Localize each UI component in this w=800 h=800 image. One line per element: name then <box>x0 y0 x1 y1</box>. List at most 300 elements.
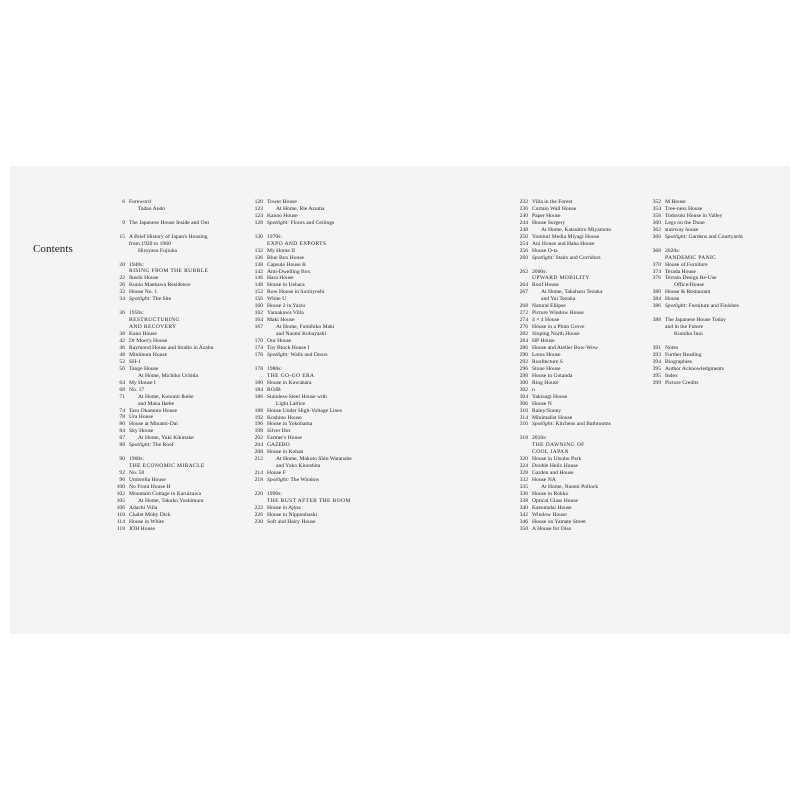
page-number: 358 <box>652 212 661 219</box>
page-number: 354 <box>652 205 661 212</box>
entry-title: Minimalist House <box>532 414 573 421</box>
page-number: 64 <box>119 379 125 386</box>
page-number: 56 <box>119 365 125 372</box>
toc-entry <box>112 220 262 227</box>
spotlight-label: Spotlight: <box>665 233 688 240</box>
toc-entry <box>250 408 400 415</box>
toc-entry <box>112 387 262 394</box>
page-number: 36 <box>119 310 125 317</box>
page-number: 114 <box>116 518 125 525</box>
entry-title: House in a Plum Grove <box>532 324 585 331</box>
entry-title: Sky House <box>129 428 154 435</box>
toc-entry <box>112 248 262 255</box>
toc-entry <box>112 526 262 533</box>
entry-title: House in Utsubo Park <box>532 456 582 463</box>
toc-entry <box>112 199 262 206</box>
page-number: 80 <box>119 421 125 428</box>
page-number: 46 <box>119 344 125 351</box>
toc-entry <box>515 269 665 276</box>
contents-heading: Contents <box>33 243 73 255</box>
page-number: 146 <box>254 275 263 282</box>
toc-entry <box>515 234 665 241</box>
toc-entry <box>250 401 400 408</box>
page-number: 124 <box>254 212 263 219</box>
page-number: 15 <box>119 233 125 240</box>
page-number: 370 <box>652 261 661 268</box>
toc-entry <box>648 317 798 324</box>
spotlight-topic: The Site <box>151 296 172 303</box>
entry-title: No. 58 <box>129 470 145 477</box>
toc-entry <box>515 213 665 220</box>
page-number: 132 <box>254 247 263 254</box>
entry-title: Office/House <box>674 282 705 289</box>
page-number: 286 <box>519 345 528 351</box>
entry-title: Foreword <box>129 199 151 205</box>
entry-title: 2020s: <box>665 247 680 254</box>
toc-entry <box>112 241 262 248</box>
entry-title: THE GO-GO ERA <box>267 372 315 379</box>
entry-spacer <box>648 310 798 317</box>
page-number: 267 <box>519 289 528 296</box>
spotlight-label: Spotlight: <box>267 219 290 226</box>
page-number: 162 <box>254 310 263 317</box>
entry-title: House in Rokko <box>532 491 569 497</box>
entry-title: Tange House <box>129 365 159 372</box>
page-number: 123 <box>254 205 263 212</box>
entry-spacer <box>648 241 798 248</box>
page-number: 328 <box>519 470 528 477</box>
entry-title: At Home, Michiko Uchida <box>138 372 198 379</box>
toc-entry <box>112 519 262 526</box>
page-number: 296 <box>519 365 528 372</box>
entry-title: 1990s: <box>267 490 282 497</box>
toc-column-4 <box>648 199 798 387</box>
entry-title: 1960s: <box>129 456 144 463</box>
toc-entry <box>250 262 400 269</box>
toc-entry <box>515 199 665 206</box>
entry-title: n <box>532 386 535 393</box>
page-number: 170 <box>254 338 263 345</box>
entry-title: M House <box>665 199 686 205</box>
page-number: 306 <box>519 400 528 407</box>
entry-title: JOH House <box>129 525 155 532</box>
entry-title: At Home, Rie Azuma <box>276 205 325 212</box>
entry-title: and Yoko Kinoshita <box>276 463 321 470</box>
page-number: 202 <box>254 435 263 442</box>
entry-title: Kanno House <box>267 212 298 219</box>
entry-title: Umbrella House <box>129 477 166 484</box>
entry-title: Stone House <box>532 365 561 372</box>
toc-entry <box>112 373 262 380</box>
entry-title: House in Yokohama <box>267 421 313 428</box>
entry-title: A House for Oiso <box>532 525 572 532</box>
toc-entry <box>515 505 665 512</box>
entry-title: At Home, Makoto Shin Watanabe <box>276 456 352 463</box>
toc-entry <box>515 498 665 505</box>
page-number: 346 <box>519 518 528 525</box>
toc-entry <box>112 380 262 387</box>
page-number: 52 <box>119 358 125 365</box>
entry-title: from 1920 to 1960 <box>129 240 171 247</box>
entry-title: Picture Credits <box>665 379 699 386</box>
page-number: 264 <box>519 282 528 289</box>
spotlight-label: Spotlight: <box>129 442 152 449</box>
entry-title: At Home, Fumihiko Maki <box>276 324 335 331</box>
entry-title: SH-1 <box>129 358 141 365</box>
toc-entry <box>515 352 665 359</box>
spotlight-label: Spotlight: <box>267 351 290 358</box>
toc-entry <box>250 289 400 296</box>
page-number: 368 <box>652 247 661 254</box>
page-number: 110 <box>116 511 125 518</box>
toc-entry <box>250 387 400 394</box>
entry-title: 1980s: <box>267 365 282 372</box>
entry-title: Window House <box>532 511 567 518</box>
entry-title: House O-ta <box>532 247 558 254</box>
page-number: 152 <box>254 289 263 296</box>
page-number: 68 <box>119 386 125 393</box>
section-heading <box>112 317 262 324</box>
entry-title: Roof House <box>532 282 559 289</box>
toc-entry <box>250 296 400 303</box>
entry-title: House at Minami-Dai <box>129 421 178 428</box>
spotlight-topic: The Window <box>289 477 320 484</box>
page-number: 386 <box>652 303 661 310</box>
entry-title: Adachi Villa <box>129 504 158 511</box>
entry-title: Kano House <box>129 331 157 338</box>
entry-spacer <box>112 227 262 234</box>
toc-entry <box>112 428 262 435</box>
entry-title: Todoroki House in Valley <box>665 212 723 219</box>
page-number: 310 <box>519 407 528 414</box>
entry-title: Our House <box>267 338 292 345</box>
toc-entry <box>112 345 262 352</box>
page-number: 156 <box>254 296 263 303</box>
toc-entry <box>515 289 665 296</box>
toc-entry <box>515 366 665 373</box>
entry-title: and Naomi Kobayashi <box>276 331 327 338</box>
toc-entry <box>648 366 798 373</box>
page-number: 26 <box>119 282 125 289</box>
page-number: 100 <box>116 484 125 490</box>
page-number: 136 <box>254 254 263 261</box>
spotlight-topic: Stairs and Corridors <box>554 254 601 261</box>
toc-entry <box>648 227 798 234</box>
page-number: 184 <box>254 386 263 393</box>
entry-title: Author Acknowledgments <box>665 365 724 372</box>
page-number: 214 <box>254 470 263 477</box>
toc-entry <box>112 262 262 269</box>
toc-entry <box>515 463 665 470</box>
toc-entry <box>515 345 665 352</box>
toc-entry <box>112 331 262 338</box>
section-heading <box>515 449 665 456</box>
page-number: 220 <box>254 490 263 497</box>
entry-spacer <box>112 213 262 220</box>
entry-title: AND RECOVERY <box>129 324 177 331</box>
page-number: 148 <box>254 282 263 289</box>
toc-entry <box>515 380 665 387</box>
entry-title: Ani House and Haha House <box>532 240 595 247</box>
toc-entry <box>250 248 400 255</box>
page-number: 142 <box>254 268 263 275</box>
section-heading <box>648 255 798 262</box>
entry-title: Katsutadai House <box>532 504 572 511</box>
entry-title: GAZEBO <box>267 442 290 449</box>
spotlight-entry <box>112 296 262 303</box>
page-number: 48 <box>119 351 125 358</box>
toc-entry <box>250 394 400 401</box>
spotlight-topic: Floors and Ceilings <box>289 219 335 226</box>
page-number: 394 <box>652 358 661 365</box>
entry-title: House of Furniture <box>665 261 708 268</box>
page-number: 335 <box>519 484 528 491</box>
toc-entry <box>250 282 400 289</box>
page-number: 336 <box>519 491 528 497</box>
entry-title: Terada House <box>665 268 696 275</box>
entry-title: HP House <box>532 338 555 345</box>
toc-entry <box>250 338 400 345</box>
toc-entry <box>250 428 400 435</box>
entry-title: Tree-ness House <box>665 205 703 212</box>
page-number: 232 <box>519 199 528 205</box>
entry-spacer <box>250 484 400 491</box>
section-heading <box>112 463 262 470</box>
toc-entry <box>250 345 400 352</box>
page-number: 324 <box>519 463 528 470</box>
entry-title: Ura House <box>129 414 154 421</box>
entry-title: Picture Window House <box>532 310 584 317</box>
toc-entry <box>112 401 262 408</box>
section-heading <box>250 498 400 505</box>
toc-entry <box>648 269 798 276</box>
entry-title: Tower House <box>267 199 297 205</box>
page-number: 316 <box>519 421 528 428</box>
entry-title: Farmer's House <box>267 435 303 442</box>
entry-title: At Home, Katsuhiro Miyamoto <box>541 226 612 233</box>
entry-title: Rooftecture S <box>532 358 563 365</box>
entry-title: Taro Okamoto House <box>129 407 178 414</box>
page-number: 188 <box>254 407 263 414</box>
entry-title: THE BUST AFTER THE BOOM <box>267 497 351 504</box>
toc-entry <box>250 234 400 241</box>
toc-entry <box>515 206 665 213</box>
page-number: 22 <box>119 275 125 282</box>
toc-entry <box>515 484 665 491</box>
page-number: 174 <box>254 345 263 351</box>
page-number: 332 <box>519 477 528 484</box>
toc-entry <box>250 206 400 213</box>
toc-entry <box>112 394 262 401</box>
toc-entry <box>250 324 400 331</box>
toc-entry <box>515 526 665 533</box>
toc-entry <box>515 519 665 526</box>
page-number: 90 <box>119 456 125 463</box>
page-number: 204 <box>254 442 263 449</box>
entry-title: UPWARD MOBILITY <box>532 275 590 282</box>
page-number: 254 <box>519 240 528 247</box>
entry-title: Garden and House <box>532 470 574 477</box>
entry-title: Silver Hut <box>267 428 291 435</box>
page-number: 240 <box>519 212 528 219</box>
entry-title: Chalet Moby Dick <box>129 511 171 518</box>
toc-entry <box>250 505 400 512</box>
toc-entry <box>112 414 262 421</box>
toc-entry <box>515 435 665 442</box>
toc-entry <box>250 213 400 220</box>
page-number: 236 <box>519 205 528 212</box>
entry-title: House Surgery <box>532 219 566 226</box>
toc-entry <box>250 310 400 317</box>
toc-entry <box>250 331 400 338</box>
page-number: 212 <box>254 456 263 463</box>
toc-entry <box>515 401 665 408</box>
entry-title: Kunio Maekawa Residence <box>129 282 191 289</box>
page-number: 260 <box>519 254 528 261</box>
entry-spacer <box>112 255 262 262</box>
entry-title: House 2 in Yaizu <box>267 303 306 310</box>
toc-entry <box>112 310 262 317</box>
entry-title: and Mana Ikebe <box>138 400 175 407</box>
page-number: 342 <box>519 511 528 518</box>
entry-title: Row House in Sumiyoshi <box>267 289 325 296</box>
page-number: 84 <box>119 428 125 435</box>
entry-title: Paper House <box>532 212 561 219</box>
page-number: 78 <box>119 414 125 421</box>
entry-title: Natural Ellipse <box>532 303 566 310</box>
page-number: 352 <box>652 199 661 205</box>
page-number: 138 <box>254 261 263 268</box>
toc-column-1 <box>112 199 262 533</box>
entry-title: Minimum House <box>129 351 168 358</box>
entry-title: Capsule House K <box>267 261 307 268</box>
toc-entry <box>648 289 798 296</box>
toc-entry <box>250 421 400 428</box>
page-number: 120 <box>254 199 263 205</box>
toc-entry <box>648 345 798 352</box>
entry-title: At Home, Takuko Yoshimura <box>138 497 204 504</box>
page-number: 178 <box>254 365 263 372</box>
entry-title: House NA <box>532 477 556 484</box>
page-number: 366 <box>652 233 661 240</box>
page-number: 118 <box>116 525 125 532</box>
entry-title: Curtain Wall House <box>532 205 577 212</box>
toc-entry <box>515 408 665 415</box>
entry-title: THE ECONOMIC MIRACLE <box>129 463 205 470</box>
toc-entry <box>112 408 262 415</box>
page-number: 6 <box>122 199 125 205</box>
toc-entry <box>515 296 665 303</box>
entry-title: House in Gotanda <box>532 372 573 379</box>
page-number: 32 <box>119 289 125 296</box>
entry-title: Hara House <box>267 275 294 282</box>
page-number: 186 <box>254 393 263 400</box>
page-number: 272 <box>519 310 528 317</box>
entry-title: At Home, Takaharu Tezuka <box>541 289 603 296</box>
toc-entry <box>515 477 665 484</box>
page-number: 176 <box>254 351 263 358</box>
toc-entry <box>515 227 665 234</box>
toc-entry <box>648 262 798 269</box>
toc-entry <box>250 463 400 470</box>
page-number: 256 <box>519 247 528 254</box>
entry-title: Tadao Ando <box>138 205 166 212</box>
toc-entry <box>515 220 665 227</box>
toc-entry <box>250 380 400 387</box>
page-number: 164 <box>254 317 263 324</box>
toc-entry <box>648 213 798 220</box>
toc-entry <box>112 505 262 512</box>
page-number: 160 <box>254 303 263 310</box>
spotlight-topic: The Roof <box>151 442 174 449</box>
page-number: 395 <box>652 365 661 372</box>
entry-title: The Japanese House Inside and Out <box>129 219 209 226</box>
page-number: 106 <box>116 504 125 511</box>
entry-title: House in Uehara <box>267 282 305 289</box>
page-number: 208 <box>254 449 263 456</box>
entry-title: COOL JAPAN <box>532 449 569 456</box>
page-number: 9 <box>122 219 125 226</box>
spotlight-label: Spotlight: <box>532 254 555 261</box>
spotlight-label: Spotlight: <box>665 303 688 310</box>
toc-entry <box>515 512 665 519</box>
entry-title: 1950s: <box>129 310 144 317</box>
toc-entry <box>250 275 400 282</box>
toc-entry <box>250 512 400 519</box>
entry-title: Koshino House <box>267 414 302 421</box>
toc-entry <box>648 248 798 255</box>
page-number: 340 <box>519 504 528 511</box>
toc-entry <box>648 220 798 227</box>
toc-entry <box>515 491 665 498</box>
entry-title: Further Reading <box>665 351 702 358</box>
spotlight-entry <box>250 352 400 359</box>
entry-title: Mountain Cottage in Karuizawa <box>129 490 201 497</box>
page-number: 362 <box>652 226 661 233</box>
entry-spacer <box>250 227 400 234</box>
entry-title: 1940s: <box>129 261 144 268</box>
entry-title: House F <box>267 470 286 477</box>
entry-title: Yomiuri Media Miyagi House <box>532 233 600 240</box>
entry-title: House in Kuwahara <box>267 379 312 386</box>
entry-title: Rainy/Sunny <box>532 407 562 414</box>
toc-entry <box>515 248 665 255</box>
toc-entry <box>250 519 400 526</box>
toc-entry <box>515 394 665 401</box>
spotlight-entry <box>112 442 262 449</box>
page-number: 314 <box>519 414 528 421</box>
toc-entry <box>250 491 400 498</box>
toc-entry <box>648 373 798 380</box>
page-number: 393 <box>652 351 661 358</box>
entry-title: At Home, Yuki Kikutake <box>138 435 194 442</box>
entry-title: Legs on the Dune <box>665 219 705 226</box>
page-number: 360 <box>652 219 661 226</box>
toc-entry <box>648 199 798 206</box>
entry-title: At Home, Naomi Pollock <box>541 484 599 491</box>
toc-entry <box>515 317 665 324</box>
entry-title: Stainless-Steel House with <box>267 393 327 400</box>
spotlight-topic: Furniture and Finishes <box>687 303 739 310</box>
section-heading <box>515 442 665 449</box>
entry-title: Soft and Hairy House <box>267 518 316 525</box>
toc-entry <box>112 498 262 505</box>
toc-entry <box>250 449 400 456</box>
page-number: 376 <box>652 275 661 282</box>
toc-entry <box>112 282 262 289</box>
entry-spacer <box>515 262 665 269</box>
spotlight-topic: Gardens and Courtyards <box>687 233 743 240</box>
